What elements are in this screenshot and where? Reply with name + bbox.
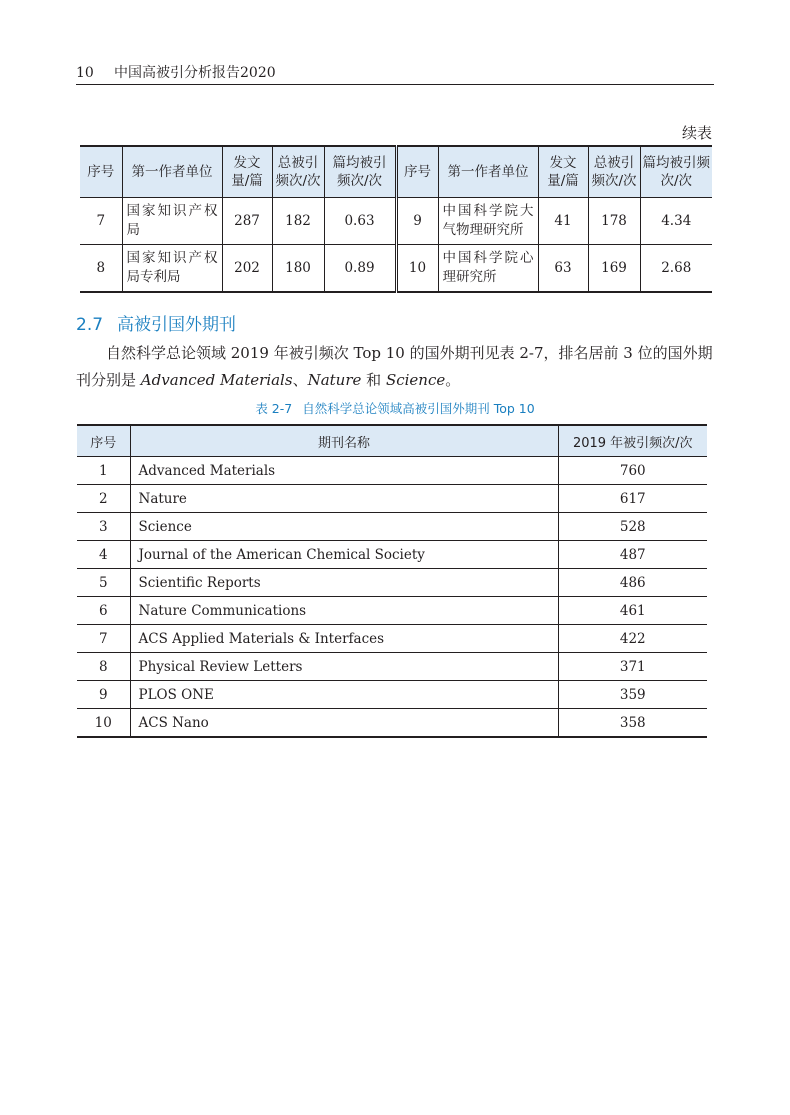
row-number: 4 xyxy=(77,541,130,569)
column-header: 序号 xyxy=(77,425,130,457)
journal-name: Advanced Materials xyxy=(130,457,558,485)
citation-count: 371 xyxy=(558,653,707,681)
continued-institution-table xyxy=(80,145,712,293)
journal-name-nature: Nature xyxy=(307,371,362,389)
institution-name: 中国科学院大气物理研究所 xyxy=(438,198,538,245)
row-number: 1 xyxy=(77,457,130,485)
row-number: 3 xyxy=(77,513,130,541)
citation-count: 169 xyxy=(588,245,640,293)
paper-count: 202 xyxy=(222,245,272,293)
journal-name: Physical Review Letters xyxy=(130,653,558,681)
journal-name: PLOS ONE xyxy=(130,681,558,709)
citation-count: 487 xyxy=(558,541,707,569)
table-row xyxy=(77,513,707,541)
table-row xyxy=(77,569,707,597)
row-number: 9 xyxy=(77,681,130,709)
row-number: 7 xyxy=(80,198,122,245)
citation-count: 486 xyxy=(558,569,707,597)
journal-name: Journal of the American Chemical Society xyxy=(130,541,558,569)
row-number: 6 xyxy=(77,597,130,625)
row-number: 2 xyxy=(77,485,130,513)
table-row xyxy=(77,625,707,653)
table-caption xyxy=(76,399,714,417)
avg-citation: 4.34 xyxy=(640,198,712,245)
section-title: 高被引国外期刊 xyxy=(117,315,237,335)
citation-count: 182 xyxy=(272,198,324,245)
book-title: 中国高被引分析报告2020 xyxy=(114,65,276,81)
journal-name: Nature xyxy=(130,485,558,513)
body-paragraph xyxy=(76,340,714,394)
journal-name: ACS Nano xyxy=(130,709,558,738)
row-number: 5 xyxy=(77,569,130,597)
column-header: 序号 xyxy=(80,146,122,198)
column-header: 第一作者单位 xyxy=(438,146,538,198)
table-row xyxy=(77,597,707,625)
journal-table xyxy=(77,424,707,738)
paragraph-separator: 和 xyxy=(361,371,386,389)
avg-citation: 2.68 xyxy=(640,245,712,293)
citation-count: 760 xyxy=(558,457,707,485)
column-header: 第一作者单位 xyxy=(122,146,222,198)
continued-table-label: 续表 xyxy=(681,124,712,142)
table-row xyxy=(77,681,707,709)
paragraph-text: 自然科学总论领域 2019 年被引频次 Top 10 的国外期刊见表 2-7，排名居前 3 位的国外期刊分别是 xyxy=(76,344,713,389)
avg-citation: 0.63 xyxy=(324,198,396,245)
journal-name: Nature Communications xyxy=(130,597,558,625)
column-header: 总被引频次/次 xyxy=(272,146,324,198)
table-caption-title: 自然科学总论领域高被引国外期刊 Top 10 xyxy=(302,401,535,416)
journal-name: ACS Applied Materials & Interfaces xyxy=(130,625,558,653)
paragraph-end: 。 xyxy=(445,371,461,389)
table-row xyxy=(77,709,707,738)
page-number: 10 xyxy=(76,65,94,81)
paper-count: 287 xyxy=(222,198,272,245)
table-row xyxy=(77,653,707,681)
column-header: 发文量/篇 xyxy=(222,146,272,198)
column-header: 篇均被引频次/次 xyxy=(324,146,396,198)
column-header: 发文量/篇 xyxy=(538,146,588,198)
page-header xyxy=(76,62,714,85)
row-number: 8 xyxy=(80,245,122,293)
citation-count: 422 xyxy=(558,625,707,653)
column-header: 总被引频次/次 xyxy=(588,146,640,198)
paper-count: 41 xyxy=(538,198,588,245)
table-caption-number: 表 2-7 xyxy=(255,401,293,416)
paper-count: 63 xyxy=(538,245,588,293)
table-row xyxy=(80,198,712,245)
table-row xyxy=(77,541,707,569)
journal-name: Science xyxy=(130,513,558,541)
citation-count: 528 xyxy=(558,513,707,541)
journal-name-science: Science xyxy=(385,371,446,389)
row-number: 9 xyxy=(396,198,438,245)
citation-count: 358 xyxy=(558,709,707,738)
table-row xyxy=(80,245,712,293)
citation-count: 461 xyxy=(558,597,707,625)
citation-count: 178 xyxy=(588,198,640,245)
table-header-row xyxy=(77,425,707,457)
column-header: 篇均被引频次/次 xyxy=(640,146,712,198)
row-number: 7 xyxy=(77,625,130,653)
journal-name: Scientific Reports xyxy=(130,569,558,597)
avg-citation: 0.89 xyxy=(324,245,396,293)
institution-name: 中国科学院心理研究所 xyxy=(438,245,538,293)
section-heading xyxy=(76,310,236,335)
table-row xyxy=(77,457,707,485)
row-number: 10 xyxy=(396,245,438,293)
section-number: 2.7 xyxy=(76,315,104,335)
column-header: 2019 年被引频次/次 xyxy=(558,425,707,457)
row-number: 10 xyxy=(77,709,130,738)
citation-count: 180 xyxy=(272,245,324,293)
table-row xyxy=(77,485,707,513)
institution-name: 国家知识产权局专利局 xyxy=(122,245,222,293)
paragraph-separator: 、 xyxy=(292,371,308,389)
row-number: 8 xyxy=(77,653,130,681)
journal-name-advanced-materials: Advanced Materials xyxy=(140,371,293,389)
column-header: 期刊名称 xyxy=(130,425,558,457)
institution-name: 国家知识产权局 xyxy=(122,198,222,245)
citation-count: 359 xyxy=(558,681,707,709)
table-header-row xyxy=(80,146,712,198)
citation-count: 617 xyxy=(558,485,707,513)
column-header: 序号 xyxy=(396,146,438,198)
